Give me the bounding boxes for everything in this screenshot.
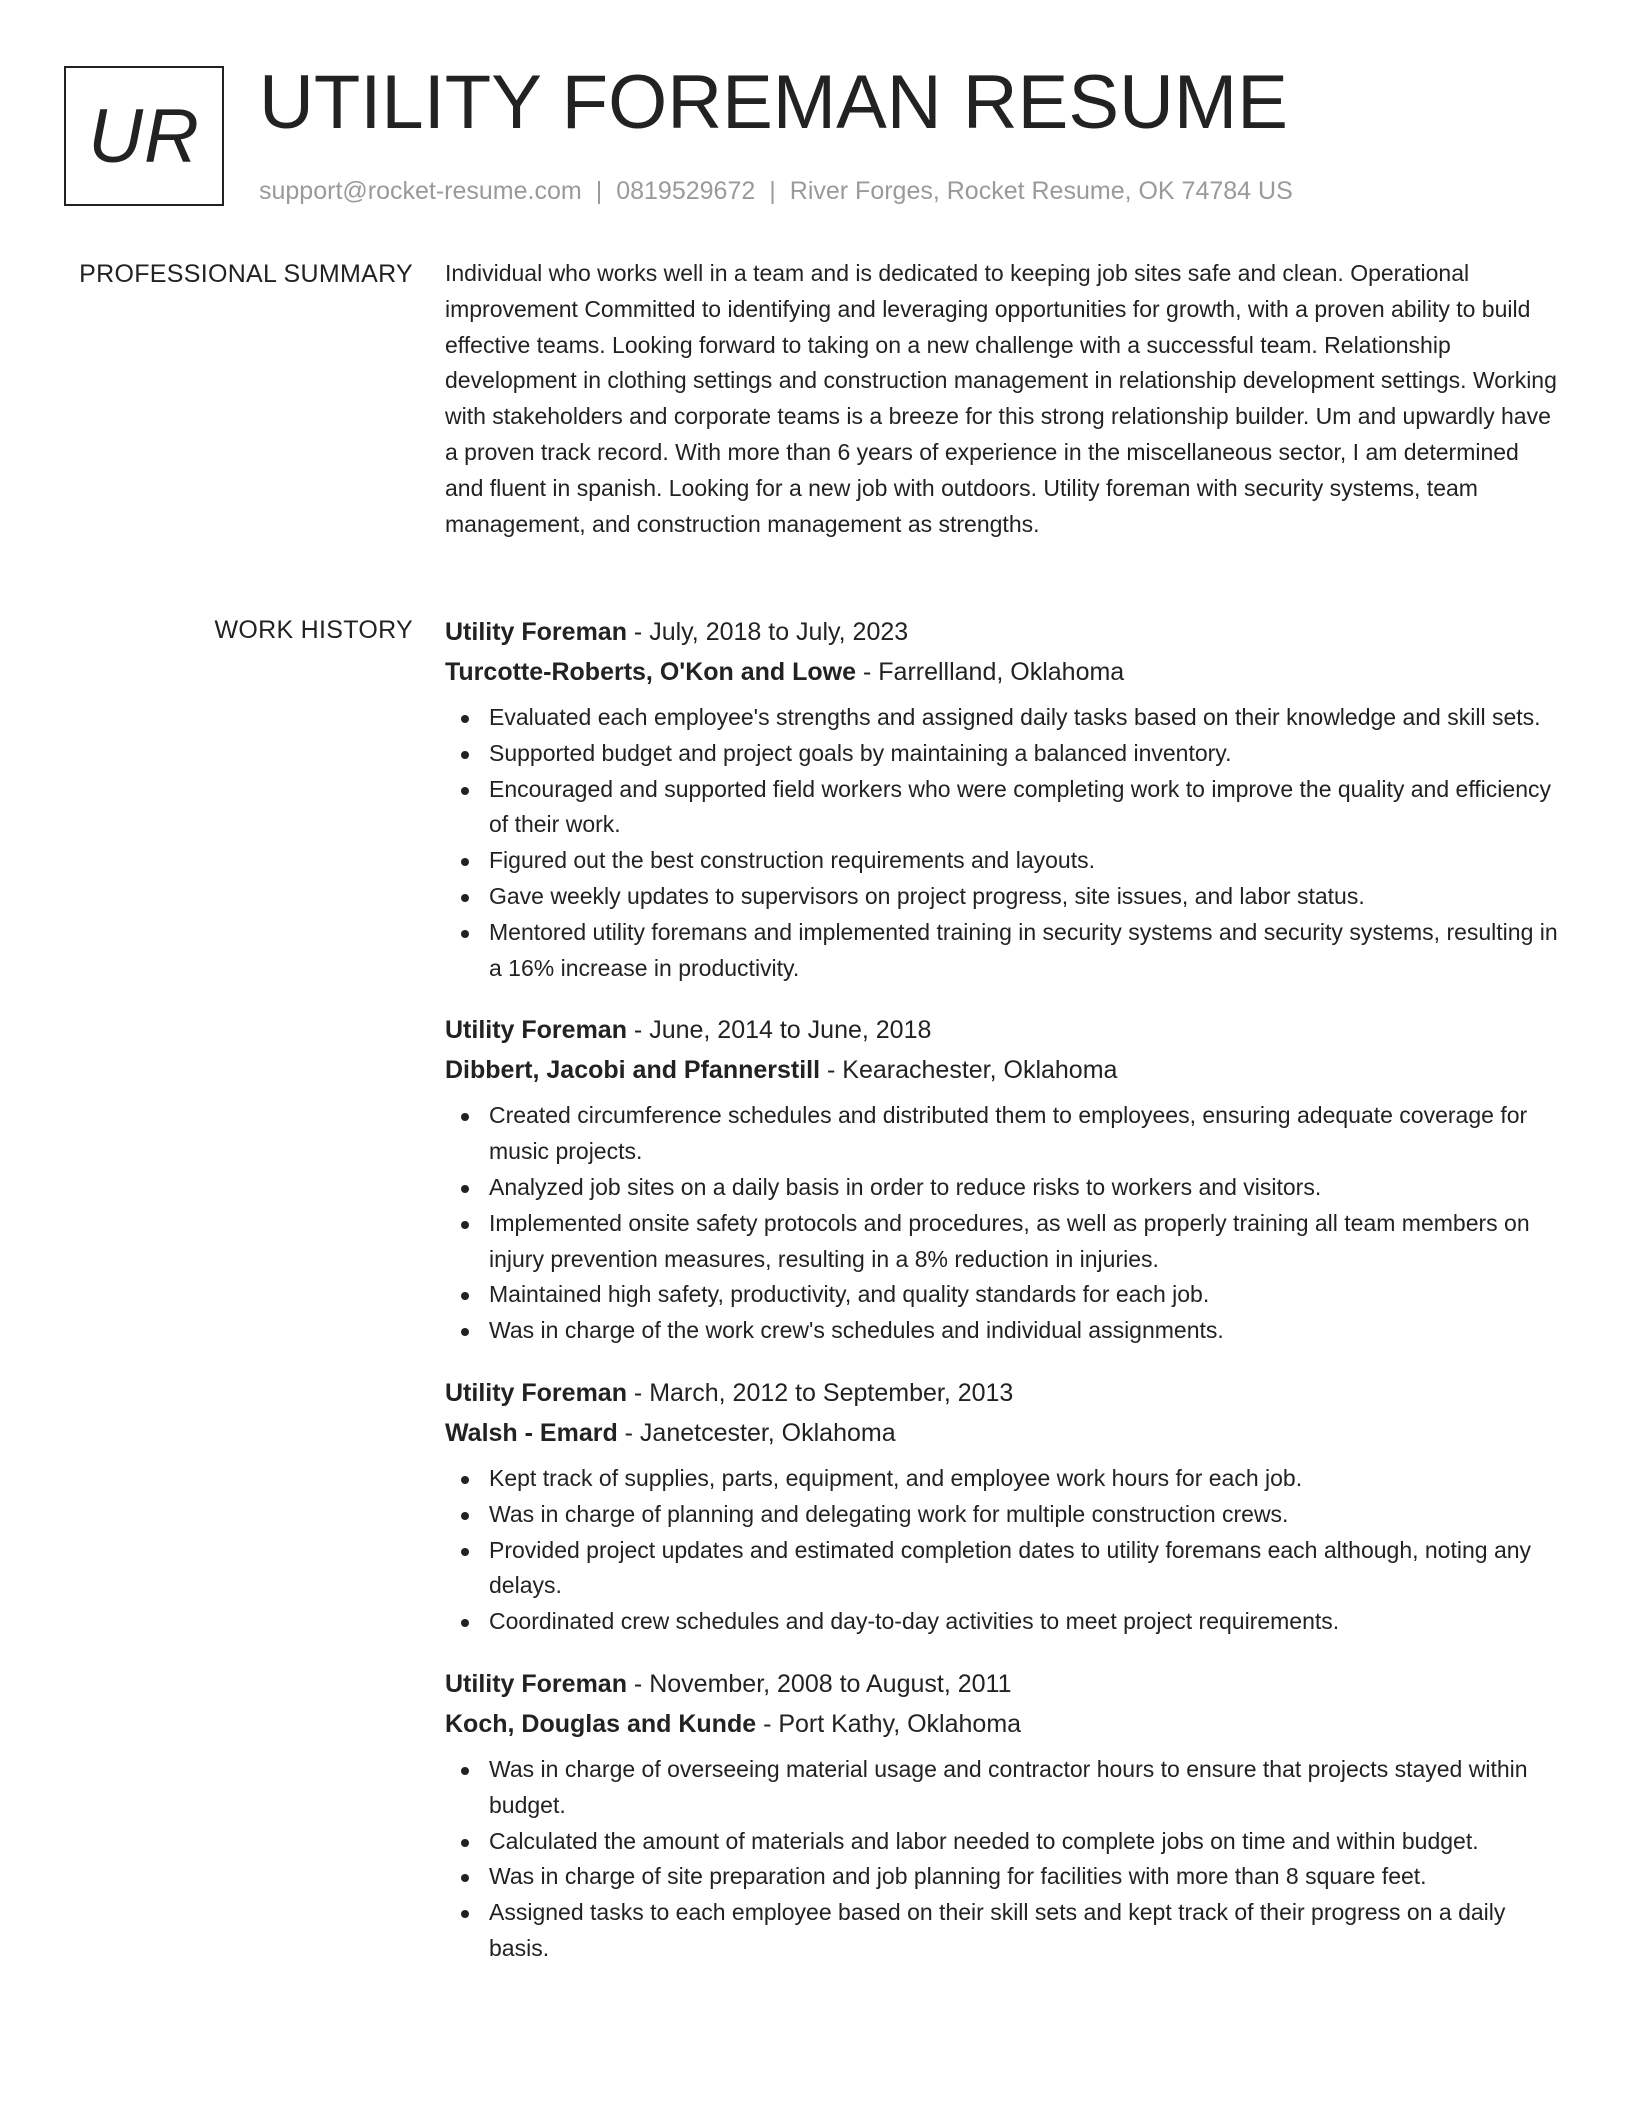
job-entry	[445, 612, 1560, 986]
contact-separator: |	[769, 177, 776, 205]
contact-line	[259, 173, 1293, 209]
job-bullet-text: Provided project updates and estimated completion dates to utility foremans each although, noting any delays.	[489, 1536, 1532, 1599]
job-bullet-list	[445, 1752, 1560, 1967]
bullet-dot-icon	[461, 1767, 469, 1775]
job-bullet-text: Created circumference schedules and distributed them to employees, ensuring adequate coverage for music projects.	[489, 1102, 1528, 1165]
work-history-list	[445, 612, 1560, 1991]
job-company-line	[445, 1704, 1560, 1744]
work-history-heading: WORK HISTORY	[214, 616, 413, 644]
job-bullet	[445, 1533, 1560, 1605]
monogram-initials: UR	[88, 93, 200, 179]
job-bullet	[445, 772, 1560, 844]
summary-text: Individual who works well in a team and is dedicated to keeping job sites safe and clean. Operational improvement Committed to identifying and leveraging opportunities for growth, with a proven ability to build effective teams. Looking forward to taking on a new challenge with a successful team. Relationship development in clothing settings and construction management in relationship development settings. Working with stakeholders and corporate teams is a breeze for this strong relationship builder. Um and upwardly have a proven track record. With more than 6 years of experience in the miscellaneous sector, I am determined and fluent in spanish. Looking for a new job with outdoors. Utility foreman with security systems, team management, and construction management as strengths.	[445, 260, 1557, 537]
job-bullet-text: Implemented onsite safety protocols and procedures, as well as properly training all team members on injury prevention measures, resulting in a 8% reduction in injuries.	[489, 1209, 1530, 1272]
job-company: Turcotte-Roberts, O'Kon and Lowe	[445, 658, 857, 686]
job-bullet-text: Calculated the amount of materials and labor needed to complete jobs on time and within budget.	[489, 1827, 1479, 1854]
job-bullet-text: Was in charge of overseeing material usage and contractor hours to ensure that projects stayed within budget.	[489, 1755, 1528, 1818]
job-title-line	[445, 1664, 1560, 1704]
job-title: Utility Foreman	[445, 1669, 627, 1698]
job-dates: - June, 2014 to June, 2018	[626, 1016, 932, 1045]
job-bullet	[445, 736, 1560, 772]
job-bullet	[445, 1895, 1560, 1967]
job-bullet	[445, 1098, 1560, 1170]
job-company-line	[445, 1050, 1560, 1090]
job-bullet	[445, 1461, 1560, 1497]
job-bullet	[445, 1824, 1560, 1860]
bullet-dot-icon	[461, 1221, 469, 1229]
bullet-dot-icon	[461, 1548, 469, 1556]
job-bullet-list	[445, 1461, 1560, 1640]
job-title: Utility Foreman	[445, 618, 627, 646]
bullet-dot-icon	[461, 1619, 469, 1627]
bullet-dot-icon	[461, 1476, 469, 1484]
job-dates: - November, 2008 to August, 2011	[626, 1669, 1012, 1698]
job-bullet-text: Was in charge of site preparation and job planning for facilities with more than 8 square feet.	[489, 1863, 1427, 1890]
job-title-line	[445, 1010, 1560, 1050]
job-bullet-text: Kept track of supplies, parts, equipment, and employee work hours for each job.	[489, 1464, 1303, 1491]
monogram-box	[64, 66, 224, 206]
bullet-dot-icon	[461, 1292, 469, 1300]
job-location: - Janetcester, Oklahoma	[617, 1418, 896, 1447]
job-entry	[445, 1373, 1560, 1640]
job-bullet	[445, 1313, 1560, 1349]
job-company-line	[445, 652, 1560, 692]
resume-title: UTILITY FOREMAN RESUME	[259, 60, 1288, 145]
job-bullet-text: Evaluated each employee's strengths and assigned daily tasks based on their knowledge and skill sets.	[489, 704, 1541, 730]
job-company: Dibbert, Jacobi and Pfannerstill	[445, 1056, 821, 1085]
job-bullet-text: Figured out the best construction requirements and layouts.	[489, 847, 1096, 874]
bullet-dot-icon	[461, 894, 469, 902]
job-location: - Farrellland, Oklahoma	[856, 658, 1125, 686]
job-company: Koch, Douglas and Kunde	[445, 1709, 757, 1738]
job-title: Utility Foreman	[445, 1378, 627, 1407]
job-bullet	[445, 879, 1560, 915]
job-bullet	[445, 915, 1560, 987]
contact-phone[interactable]: 0819529672	[616, 177, 756, 205]
bullet-dot-icon	[461, 1839, 469, 1847]
job-bullet-text: Maintained high safety, productivity, and quality standards for each job.	[489, 1281, 1210, 1308]
contact-separator: |	[595, 177, 603, 205]
job-company: Walsh - Emard	[445, 1418, 618, 1447]
job-title: Utility Foreman	[445, 1016, 627, 1045]
job-title-line	[445, 612, 1560, 652]
bullet-dot-icon	[461, 1512, 469, 1520]
job-bullet	[445, 1752, 1560, 1824]
job-dates: - March, 2012 to September, 2013	[626, 1378, 1014, 1407]
job-bullet-list	[445, 1098, 1560, 1349]
job-bullet	[445, 1206, 1560, 1278]
job-bullet-text: Coordinated crew schedules and day-to-day activities to meet project requirements.	[489, 1608, 1340, 1635]
job-bullet-text: Encouraged and supported field workers who were completing work to improve the quality and efficiency of their work.	[489, 775, 1551, 838]
job-entry	[445, 1664, 1560, 1967]
job-bullet-list	[445, 700, 1560, 986]
job-bullet-text: Gave weekly updates to supervisors on project progress, site issues, and labor status.	[489, 882, 1365, 909]
job-bullet-text: Was in charge of the work crew's schedules and individual assignments.	[489, 1317, 1224, 1344]
job-title-line	[445, 1373, 1560, 1413]
contact-address: River Forges, Rocket Resume, OK 74784 US	[789, 177, 1293, 205]
summary-heading: PROFESSIONAL SUMMARY	[79, 260, 413, 288]
job-bullet	[445, 700, 1560, 736]
bullet-dot-icon	[461, 751, 469, 759]
job-dates: - July, 2018 to July, 2023	[626, 618, 909, 646]
bullet-dot-icon	[461, 1874, 469, 1882]
job-location: - Kearachester, Oklahoma	[820, 1056, 1118, 1085]
contact-email[interactable]: support@rocket-resume.com	[259, 177, 582, 205]
job-bullet	[445, 1859, 1560, 1895]
job-bullet-text: Supported budget and project goals by maintaining a balanced inventory.	[489, 739, 1232, 766]
bullet-dot-icon	[461, 858, 469, 866]
job-bullet-text: Analyzed job sites on a daily basis in order to reduce risks to workers and visitors.	[489, 1173, 1322, 1200]
job-company-line	[445, 1413, 1560, 1453]
job-entry	[445, 1010, 1560, 1349]
bullet-dot-icon	[461, 715, 469, 723]
bullet-dot-icon	[461, 1185, 469, 1193]
job-bullet	[445, 1604, 1560, 1640]
job-bullet-text: Was in charge of planning and delegating work for multiple construction crews.	[489, 1500, 1289, 1527]
bullet-dot-icon	[461, 1328, 469, 1336]
job-bullet	[445, 1277, 1560, 1313]
bullet-dot-icon	[461, 1910, 469, 1918]
job-bullet-text: Assigned tasks to each employee based on their skill sets and kept track of their progress on a daily basis.	[489, 1899, 1506, 1961]
job-location: - Port Kathy, Oklahoma	[756, 1709, 1022, 1738]
job-bullet	[445, 1497, 1560, 1533]
bullet-dot-icon	[461, 1113, 469, 1121]
job-bullet	[445, 843, 1560, 879]
job-bullet	[445, 1170, 1560, 1206]
job-bullet-text: Mentored utility foremans and implemented training in security systems and security systems, resulting in a 16% increase in productivity.	[489, 918, 1558, 981]
bullet-dot-icon	[461, 930, 469, 938]
bullet-dot-icon	[461, 787, 469, 795]
